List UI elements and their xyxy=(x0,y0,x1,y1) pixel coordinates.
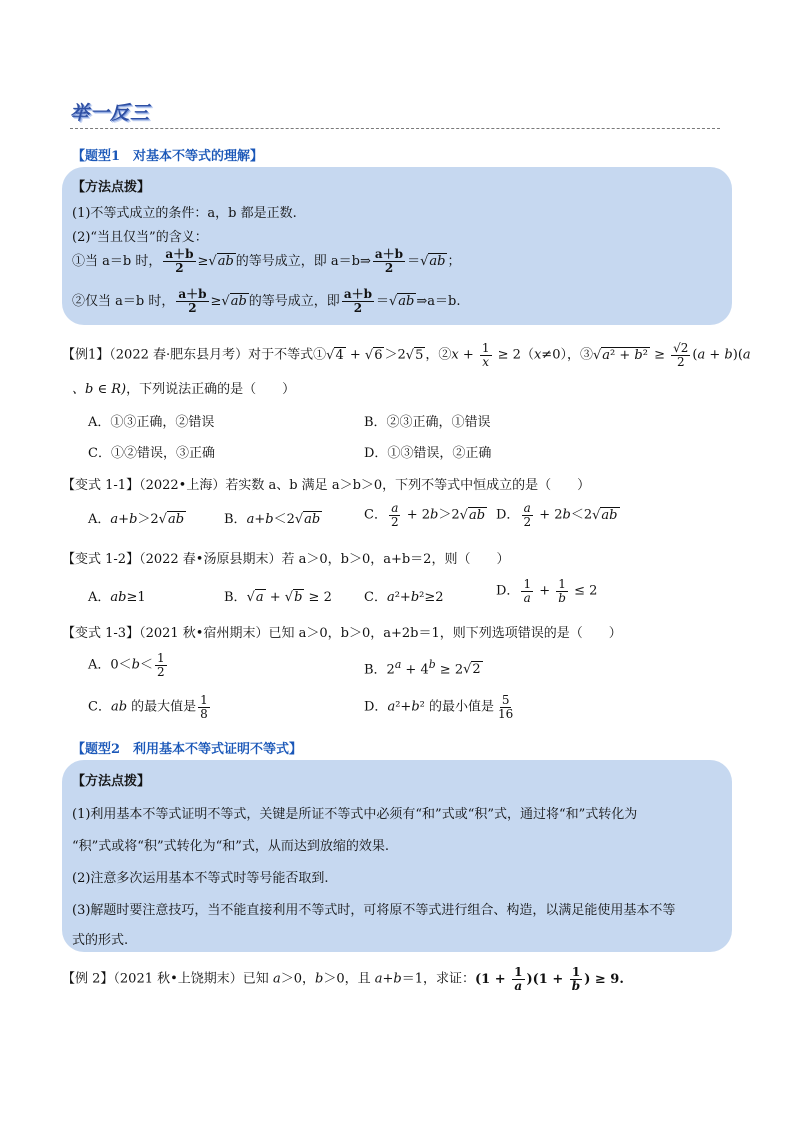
example1-label: 【例1】 xyxy=(62,347,110,363)
method1-line4-c: ⇒a＝b. xyxy=(416,294,461,309)
example2-source: （2021 秋•上饶期末） xyxy=(113,971,243,987)
header-title: 举一反三 xyxy=(70,102,151,124)
variant1-option-b[interactable]: B．a+b＜2√ ab xyxy=(224,508,322,527)
example1-stem: 【例1】（2022 春·肥东县月考）对于不等式①√ 4 + √ 6 ＞2√ 5 ，②x + $\frac{1}{x}$ ≥ 2（x≠0），③√ a² + b² ≥ $\frac{√2}{2}$ (a + b)(a xyxy=(62,342,751,368)
method1-line4: ②仅当 a＝b 时， $\frac{a+b}{2}$ ≥√ ab 的等号成立，即 $\frac{a+b}{2}$ ＝√ ab ⇒a＝b. xyxy=(72,288,460,316)
method2-line5: 式的形式. xyxy=(72,933,129,948)
variant2-stem xyxy=(62,548,509,567)
method1-line3: ①当 a＝b 时， $\frac{a+b}{2}$ ≥√ ab 的等号成立，即 a＝b⇒ $\frac{a+b}{2}$ ＝√ ab ； xyxy=(72,248,460,276)
variant3-option-a[interactable]: A．0＜b＜ $\frac{1}{2}$ xyxy=(88,651,165,679)
method1-line4-a: ②仅当 a＝b 时， xyxy=(72,294,175,309)
variant2-option-a[interactable]: A．ab≥1 xyxy=(88,590,146,605)
variant2-option-c[interactable]: C．a²+b²≥2 xyxy=(364,590,444,605)
header-divider xyxy=(70,128,720,129)
method1-line3-a: ①当 a＝b 时， xyxy=(72,254,162,269)
example2-label: 【例 2】 xyxy=(62,971,114,987)
variant2-option-b[interactable]: B．√ a + √ b ≥ 2 xyxy=(224,586,332,605)
example1-stem-b: ，下列说法正确的是（ ） xyxy=(126,382,296,397)
method-head-1: 【方法点拨】 xyxy=(72,180,151,195)
variant3-option-d[interactable]: D．a²+b² 的最小值是 $\frac{5}{16}$ xyxy=(364,693,514,721)
variant1-source: （2022•上海） xyxy=(139,478,226,493)
section-header xyxy=(70,98,150,125)
fraction: $\frac{a+b}{2}$ xyxy=(343,287,372,315)
method2-line1: (1)利用基本不等式证明不等式，关键是所证不等式中必须有“和”式或“积”式，通过将“和”式转化为 xyxy=(72,807,638,822)
fraction: $\frac{a+b}{2}$ xyxy=(165,247,194,275)
method1-line4-b: 的等号成立，即 xyxy=(248,294,340,309)
variant1-option-d[interactable]: D． $\frac{a}{2}$ + 2b＜2√ ab xyxy=(496,502,620,528)
fraction: $\frac{a+b}{2}$ xyxy=(374,247,404,275)
type2-title: 【题型2 利用基本不等式证明不等式】 xyxy=(72,742,303,757)
variant1-option-a[interactable]: A．a+b＞2√ ab xyxy=(88,508,186,527)
example2-stem: 【例 2】（2021 秋•上饶期末）已知 a＞0，b＞0，且 a+b＝1，求证：(1 + $\frac{1}{a}$ )(1 + $\frac{1}{b}$ ) ≥ 9. xyxy=(62,965,624,993)
example1-option-b[interactable]: B．②③正确，①错误 xyxy=(364,415,491,430)
example1-option-c[interactable]: C．①②错误，③正确 xyxy=(88,446,215,461)
example1-option-d[interactable]: D．①③错误，②正确 xyxy=(364,446,492,461)
fraction: $\frac{a+b}{2}$ xyxy=(178,287,207,315)
variant2-label: 【变式 1-2】 xyxy=(62,552,140,567)
variant3-stem-text: 已知 a＞0，b＞0，a+2b＝1，则下列选项错误的是（ ） xyxy=(268,626,622,641)
variant3-option-b[interactable]: B．$2^a + 4^b \ge 2√$ 2 xyxy=(364,658,483,677)
method-box-2 xyxy=(62,760,732,952)
variant1-option-c[interactable]: C． $\frac{a}{2}$ + 2b＞2√ ab xyxy=(364,502,487,528)
example1-source: （2022 春·肥东县月考） xyxy=(109,347,249,363)
variant3-stem xyxy=(62,622,622,641)
variant1-label: 【变式 1-1】 xyxy=(62,478,140,493)
method1-line2: (2)“当且仅当”的含义： xyxy=(72,230,208,245)
method2-line2: “积”式或将“积”式转化为“和”式，从而达到放缩的效果. xyxy=(72,839,390,854)
example1-stem-a: 对于不等式① xyxy=(248,347,327,363)
example1-stem-cont: 、b ∈ R)，下列说法正确的是（ ） xyxy=(72,382,296,397)
type1-title: 【题型1 对基本不等式的理解】 xyxy=(72,149,264,164)
method2-line3: (2)注意多次运用基本不等式时等号能否取到. xyxy=(72,871,329,886)
variant3-source: （2021 秋•宿州期末） xyxy=(139,626,269,641)
variant2-source: （2022 春•汤原县期末） xyxy=(139,552,282,567)
example1-option-a[interactable]: A．①③正确，②错误 xyxy=(88,415,215,430)
method1-line1: (1)不等式成立的条件：a，b 都是正数. xyxy=(72,206,297,221)
variant2-stem-text: 若 a＞0，b＞0，a+b＝2，则（ ） xyxy=(281,552,510,567)
method2-line4: (3)解题时要注意技巧，当不能直接利用不等式时，可将原不等式进行组合、构造，以满足能使用基本不等 xyxy=(72,903,676,918)
method-head-2: 【方法点拨】 xyxy=(72,774,151,789)
variant3-option-c[interactable]: C．ab 的最大值是 $\frac{1}{8}$ xyxy=(88,693,208,721)
method1-line3-b: 的等号成立，即 a＝b⇒ xyxy=(235,254,371,269)
variant2-option-d[interactable]: D． $\frac{1}{a}$ + $\frac{1}{b}$ ≤ 2 xyxy=(496,577,598,605)
variant3-label: 【变式 1-3】 xyxy=(62,626,140,641)
variant1-stem xyxy=(62,474,590,493)
variant1-stem-text: 若实数 a、b 满足 a＞b＞0，下列不等式中恒成立的是（ ） xyxy=(225,478,591,493)
